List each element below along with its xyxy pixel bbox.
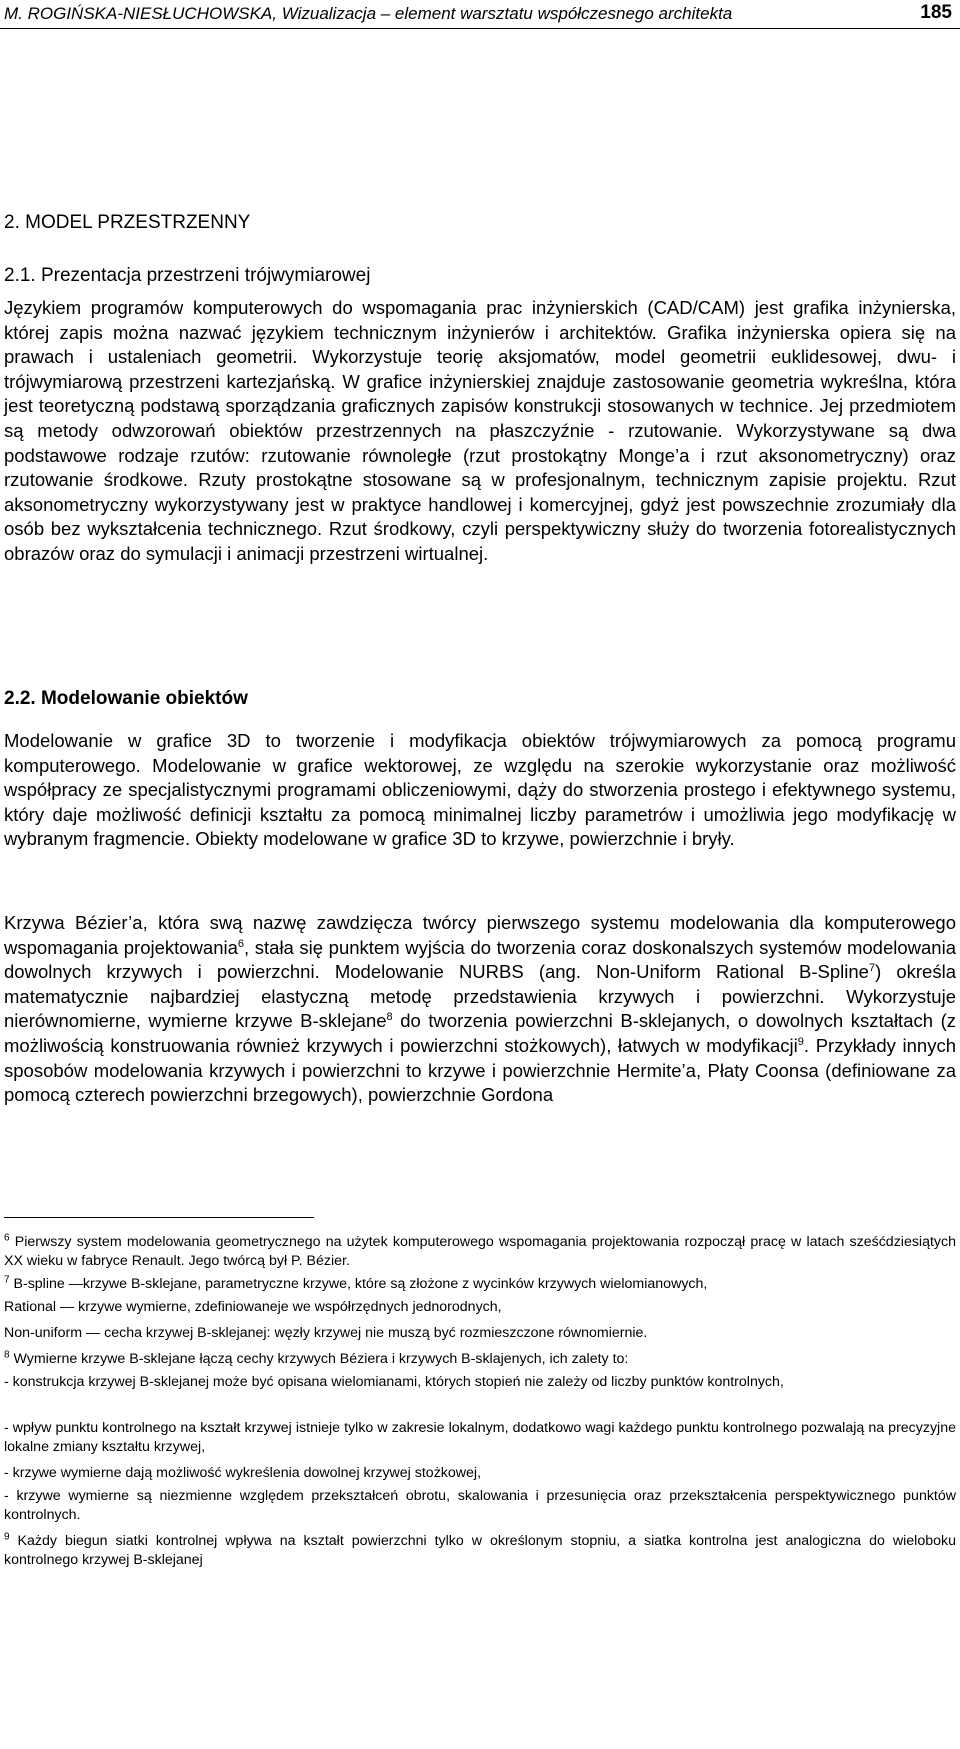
subsection-heading-2-1: 2.1. Prezentacja przestrzeni trójwymiarowej bbox=[4, 265, 371, 286]
footnote-8-item-4: - krzywe wymierne są niezmienne względem przekształceń obrotu, skalowania i przesunięcia oraz przekształcenia perspektywicznego punktów kontrolnych. bbox=[4, 1488, 956, 1523]
para-text: . Przykłady innych sposobów modelowania krzywych i powierzchni to krzywe i powierzchnie Hermite’a, Płaty Coonsa (definiowane za pomocą czterech powierzchni brzegowych), powierzchnie Gordona bbox=[4, 1034, 956, 1106]
footnote-text: Każdy biegun siatki kontrolnej wpływa na kształt powierzchni tylko w określonym stopniu, a siatka kontrolna jest analogiczna do wieloboku kontrolnego krzywej B-sklejanej bbox=[4, 1533, 956, 1568]
footnote-ref-6: 6 bbox=[237, 937, 245, 950]
footnote-8-item-2: - wpływ punktu kontrolnego na kształt krzywej istnieje tylko w zakresie lokalnym, dodatkowo wagi każdego punktu kontrolnego pozwalają na precyzyjne lokalne zmiany kształtu krzywej, bbox=[4, 1420, 956, 1455]
running-header-title: M. ROGIŃSKA-NIESŁUCHOWSKA, Wizualizacja – element warsztatu współczesnego architekta bbox=[4, 4, 733, 23]
body-paragraph-2-2-b bbox=[4, 911, 956, 1108]
footnote-ref-8: 8 bbox=[386, 1011, 393, 1024]
page-number: 185 bbox=[920, 2, 952, 23]
body-paragraph-2-2-a: Modelowanie w grafice 3D to tworzenie i modyfikacja obiektów trójwymiarowych za pomocą programu komputerowego. Modelowanie w grafice wektorowej, ze względu na szerokie wykorzystanie oraz możliwość współpracy ze specjalistycznymi programami obliczeniowymi, dąży do stworzenia prostego i efektywnego systemu, który daje możliwość definicji kształtu za pomocą minimalnej liczby parametrów i umożliwia jego modyfikację w wybranym fragmencie. Obiekty modelowane w grafice 3D to krzywe, powierzchnie i bryły. bbox=[4, 730, 956, 850]
footnote-6 bbox=[4, 1233, 956, 1271]
footnote-ref-9: 9 bbox=[797, 1035, 804, 1048]
footnote-number: 7 bbox=[4, 1274, 10, 1286]
body-paragraph-2-1: Językiem programów komputerowych do wspomagania prac inżynierskich (CAD/CAM) jest grafika inżynierska, której zapis można nazwać językiem technicznym inżynierów i architektów. Grafika inżynierska opiera się na prawach i ustaleniach geometrii. Wykorzystuje teorię aksjomatów, model geometrii euklidesowej, dwu- i trójwymiarową przestrzeni kartezjańską. W grafice inżynierskiej znajduje zastosowanie geometria wykreślna, która jest teoretyczną podstawą sporządzania graficznych zapisów konstrukcji stosowanych w technice. Jej przedmiotem są metody odwzorowań obiektów przestrzennych na płaszczyźnie - rzutowanie. Wykorzystywane są dwa podstawowe rodzaje rzutów: rzutowanie równoległe (rzut prostokątny Monge’a i rzut aksonometryczny) oraz rzutowanie środkowe. Rzuty prostokątne stosowane są w profesjonalnym, technicznym zapisie projektu. Rzut aksonometryczny wykorzystywany jest w praktyce handlowej i komercyjnej, gdyż jest powszechnie zrozumiały dla osób bez wykształcenia technicznego. Rzut środkowy, czyli perspektywiczny służy do tworzenia fotorealistycznych obrazów oraz do symulacji i animacji przestrzeni wirtualnej. bbox=[4, 297, 956, 564]
footnote-7-line-3: Non-uniform — cecha krzywej B-sklejanej: węzły krzywej nie muszą być rozmieszczone równomiernie. bbox=[4, 1325, 648, 1341]
subsection-title: Modelowanie obiektów bbox=[40, 688, 248, 709]
para-text: ) określa matematycznie najbardziej elastyczną metodę przedstawienia krzywych i powierzchni. Wykorzystuje nierównomierne, wymierne krzywe B-sklejane bbox=[4, 961, 956, 1032]
footnote-8-item-3: - krzywe wymierne dają możliwość wykreślenia dowolnej krzywej stożkowej, bbox=[4, 1465, 482, 1481]
subsection-number: 2.2. bbox=[4, 688, 36, 709]
footnote-text: Wymierne krzywe B-sklejane łączą cechy krzywych Béziera i krzywych B-sklajenych, ich zalety to: bbox=[9, 1351, 629, 1367]
subsection-heading-2-2 bbox=[4, 688, 248, 710]
footnote-separator bbox=[4, 1217, 314, 1218]
footnote-number: 9 bbox=[4, 1531, 10, 1543]
footnote-8-item-1: - konstrukcja krzywej B-sklejanej może być opisana wielomianami, których stopień nie zależy od liczby punktów kontrolnych, bbox=[4, 1374, 784, 1390]
footnote-number: 6 bbox=[4, 1232, 10, 1244]
footnote-7-line-2: Rational — krzywe wymierne, zdefiniowaneje we współrzędnych jednorodnych, bbox=[4, 1299, 502, 1315]
para-text: Krzywa Bézier’a, która swą nazwę zawdzięcza twórcy pierwszego systemu modelowania dla komputerowego wspomagania projektowania bbox=[4, 912, 956, 958]
para-text: do tworzenia powierzchni B-sklejanych, o dowolnych kształtach (z możliwością konstruowania również krzywych i powierzchni stożkowych), łatwych w modyfikacji bbox=[4, 1010, 956, 1056]
footnote-7-line-1 bbox=[4, 1275, 956, 1294]
footnote-text: Pierwszy system modelowania geometrycznego na użytek komputerowego wspomagania projektowania rozpoczął pracę w latach sześćdziesiątych XX wieku w fabryce Renault. Jego twórcą był P. Bézier. bbox=[4, 1234, 956, 1269]
footnote-9 bbox=[4, 1532, 956, 1570]
footnote-text: B-spline —krzywe B-sklejane, parametryczne krzywe, które są złożone z wycinków krzywych wielomianowych, bbox=[9, 1276, 708, 1292]
footnote-ref-7: 7 bbox=[868, 962, 876, 975]
footnote-number: 8 bbox=[4, 1349, 10, 1361]
section-heading: 2. MODEL PRZESTRZENNY bbox=[4, 212, 251, 233]
footnote-8-intro bbox=[4, 1350, 956, 1369]
para-text: , stała się punktem wyjścia do tworzenia coraz doskonalszych systemów modelowania dowolnych krzywych i powierzchni. Modelowanie NURBS (ang. Non-Uniform Rational B-Spline bbox=[4, 936, 956, 983]
header-rule bbox=[0, 28, 960, 29]
